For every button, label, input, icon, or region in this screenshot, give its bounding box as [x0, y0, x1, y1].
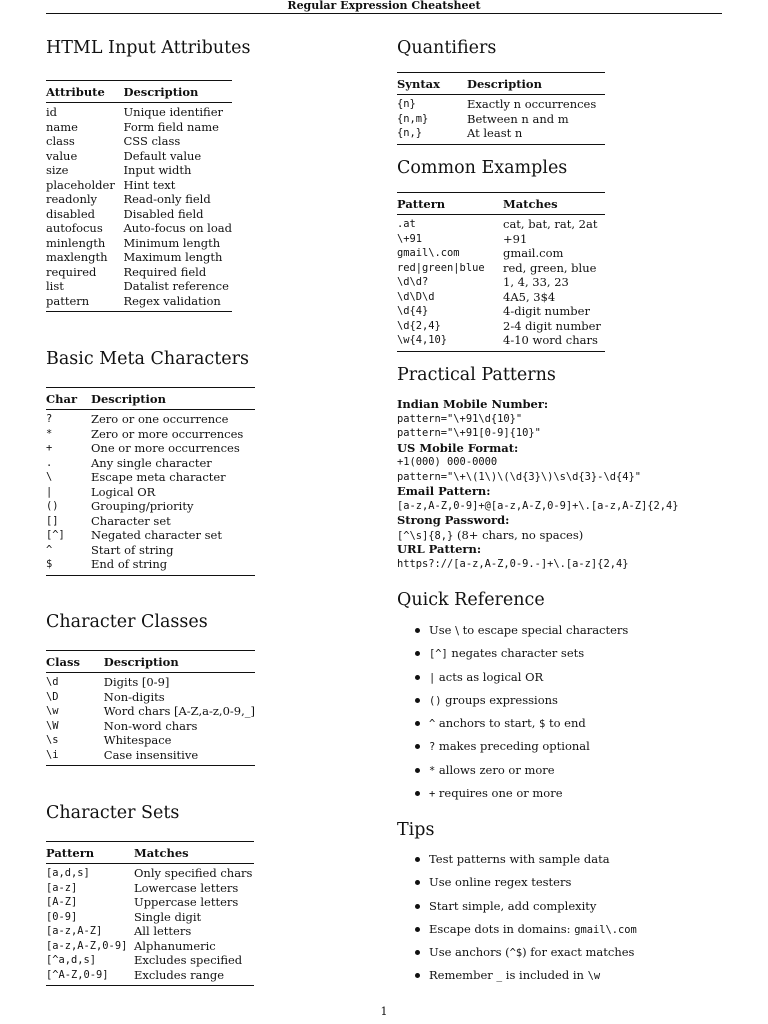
table-cell-key: \s — [46, 734, 59, 747]
table-cell-value: One or more occurrences — [91, 441, 240, 456]
table-row — [46, 557, 255, 575]
table-cell-value: CSS class — [123, 134, 181, 149]
section-title-quantifiers: Quantifiers — [397, 38, 497, 58]
table-cell-key: class — [46, 134, 75, 149]
list-item — [397, 716, 628, 739]
table-row — [46, 499, 255, 514]
list-item-text: * — [429, 764, 436, 777]
quick-reference-list — [397, 623, 628, 809]
table-cell-key: \d\d? — [397, 276, 429, 289]
table-cell-value: All letters — [134, 924, 192, 939]
table-cell-key: \W — [46, 719, 59, 732]
table-row — [46, 895, 254, 910]
table-cell-key: [a,d,s] — [46, 867, 90, 880]
list-item — [397, 623, 628, 646]
table-row — [46, 910, 254, 925]
list-item-text: Test patterns with sample data — [429, 852, 610, 866]
section-title-meta-characters: Basic Meta Characters — [46, 349, 249, 369]
table-cell-value: Excludes specified — [134, 953, 243, 968]
table-row — [46, 192, 232, 207]
table-row — [397, 215, 605, 232]
table-cell-key: name — [46, 119, 78, 134]
list-item — [397, 693, 628, 716]
table-row — [46, 690, 255, 705]
list-item-text: is included in — [502, 968, 588, 983]
list-item-text: [^] — [429, 648, 448, 661]
label-strong-password: Strong Password: — [397, 513, 510, 527]
section-title-html-attributes: HTML Input Attributes — [46, 38, 251, 58]
table-cell-value: Between n and m — [467, 111, 569, 126]
page-header-title: Regular Expression Cheatsheet — [287, 0, 481, 12]
table-cell-key: value — [46, 148, 78, 163]
table-row — [46, 924, 254, 939]
column-header: Pattern — [397, 193, 503, 215]
table-cell-key: red|green|blue — [397, 261, 485, 274]
table-cell-key: list — [46, 279, 64, 294]
table-cell-key: [^A-Z,0-9] — [46, 968, 109, 981]
table-row — [46, 485, 255, 500]
table-cell-key: disabled — [46, 206, 96, 221]
table-row — [46, 250, 232, 265]
table-cell-key: {n} — [397, 98, 416, 111]
code-indian-mobile-2: pattern="\+91[0-9]{10}" — [397, 427, 541, 439]
table-cell-key: * — [46, 427, 53, 440]
password-pattern-line — [397, 528, 737, 543]
table-cell-value: Uppercase letters — [134, 895, 239, 910]
column-header: Syntax — [397, 73, 467, 95]
table-cell-key: [A-Z] — [46, 896, 78, 909]
table-cell-value: Case insensitive — [103, 747, 199, 762]
list-item — [397, 852, 637, 875]
list-item-text: ) for exact matches — [522, 945, 635, 960]
table-cell-key: autofocus — [46, 221, 103, 236]
table-cell-key: . — [46, 456, 53, 469]
table-cell-value: Form field name — [123, 119, 219, 134]
table-cell-value: Non-digits — [103, 689, 165, 704]
table-cell-key: \d{4} — [397, 305, 429, 318]
table-cell-value: Character set — [91, 513, 171, 528]
code-strong-password: [^\s]{8,} — [397, 529, 454, 542]
table-cell-key: minlength — [46, 235, 106, 250]
table-cell-value: Single digit — [134, 909, 202, 924]
table-row — [46, 134, 232, 149]
list-item-text: ^$ — [509, 947, 523, 960]
note-strong-password: (8+ chars, no spaces) — [453, 527, 584, 542]
table-row — [397, 95, 605, 112]
table-meta-characters — [46, 387, 255, 576]
list-item-text: ? — [429, 741, 436, 754]
table-row — [46, 514, 255, 529]
table-row — [46, 410, 255, 427]
table-row — [46, 704, 255, 719]
table-cell-value: Hint text — [123, 177, 176, 192]
list-item-text: allows zero or more — [435, 762, 555, 777]
list-item-text: Use online regex testers — [429, 875, 572, 890]
table-cell-value: Whitespace — [103, 733, 172, 748]
table-row — [46, 881, 254, 896]
table-cell-key: [^] — [46, 529, 65, 542]
table-cell-value: Negated character set — [91, 528, 222, 543]
column-header: Matches — [503, 193, 605, 215]
table-cell-key: ^ — [46, 543, 53, 556]
table-row — [46, 178, 232, 193]
column-header: Pattern — [46, 842, 134, 864]
list-item-text: _ — [496, 968, 503, 983]
table-cell-key: $ — [46, 558, 53, 571]
practical-patterns-block — [397, 397, 737, 571]
table-cell-key: placeholder — [46, 177, 115, 192]
table-cell-value: Zero or one occurrence — [91, 412, 229, 427]
table-cell-key: readonly — [46, 192, 98, 207]
table-cell-key: [] — [46, 514, 59, 527]
table-cell-key: ? — [46, 413, 53, 426]
section-title-quick-reference: Quick Reference — [397, 590, 545, 610]
list-item — [397, 968, 637, 991]
table-cell-key: \ — [46, 471, 53, 484]
list-item-text: Start simple, add complexity — [429, 898, 597, 913]
table-row — [46, 221, 232, 236]
table-cell-value: 4-10 word chars — [503, 333, 598, 348]
table-cell-value: 2-4 digit number — [503, 318, 601, 333]
code-us-mobile-format: +1(000) 000-0000 — [397, 456, 498, 468]
table-cell-value: At least n — [467, 126, 523, 141]
table-cell-key: + — [46, 442, 53, 455]
table-cell-key: .at — [397, 218, 416, 231]
table-cell-value: Escape meta character — [91, 470, 226, 485]
table-row — [397, 126, 605, 144]
table-row — [397, 261, 605, 276]
table-cell-value: Only specified chars — [134, 866, 253, 881]
list-item-text: Escape dots in domains: — [429, 921, 575, 936]
column-header: Description — [123, 81, 232, 103]
table-row — [397, 304, 605, 319]
table-cell-key: required — [46, 264, 97, 279]
table-row — [46, 528, 255, 543]
table-cell-key: size — [46, 163, 69, 178]
table-cell-value: Auto-focus on load — [123, 221, 232, 236]
list-item — [397, 763, 628, 786]
table-cell-key: \i — [46, 748, 59, 761]
column-header: Matches — [134, 842, 254, 864]
table-cell-value: Exactly n occurrences — [467, 97, 597, 112]
table-cell-key: {n,m} — [397, 112, 429, 125]
table-row — [46, 673, 255, 690]
list-item-text: \w — [587, 970, 601, 983]
section-title-practical-patterns: Practical Patterns — [397, 365, 556, 385]
table-character-sets — [46, 841, 254, 986]
table-cell-key: \d{2,4} — [397, 319, 441, 332]
table-cell-key: \D — [46, 690, 59, 703]
table-row — [397, 333, 605, 351]
table-cell-key: [0-9] — [46, 910, 78, 923]
table-cell-value: Disabled field — [123, 206, 204, 221]
list-item-text: makes preceding optional — [435, 739, 590, 754]
column-header: Char — [46, 388, 91, 410]
list-item-text: + — [429, 788, 436, 801]
table-cell-value: Datalist reference — [123, 279, 229, 294]
list-item-text: () — [429, 694, 442, 707]
list-item-text: | — [429, 671, 436, 684]
page-header — [46, 0, 722, 14]
table-cell-key: gmail\.com — [397, 247, 460, 260]
table-row — [46, 733, 255, 748]
table-row — [46, 864, 254, 881]
table-cell-key: | — [46, 485, 53, 498]
table-row — [46, 427, 255, 442]
table-row — [46, 719, 255, 734]
table-row — [46, 441, 255, 456]
table-row — [46, 236, 232, 251]
table-cell-value: Default value — [123, 148, 202, 163]
list-item-text: acts as logical OR — [435, 669, 544, 684]
table-row — [46, 953, 254, 968]
table-cell-value: Maximum length — [123, 250, 223, 265]
table-row — [46, 120, 232, 135]
table-row — [397, 319, 605, 334]
list-item-text: to escape special characters — [458, 623, 629, 637]
column-header: Class — [46, 651, 104, 673]
code-us-mobile-pattern: pattern="\+\(1\)\(\d{3}\)\s\d{3}-\d{4}" — [397, 470, 641, 483]
table-cell-value: Unique identifier — [123, 105, 223, 120]
list-item-text: Use anchors ( — [429, 945, 510, 960]
table-character-classes — [46, 650, 255, 766]
section-title-character-sets: Character Sets — [46, 803, 180, 823]
table-row — [46, 294, 232, 312]
column-header: Attribute — [46, 81, 123, 103]
table-cell-value: gmail.com — [503, 246, 564, 261]
table-cell-value: Digits [0-9] — [103, 675, 170, 690]
table-html-attributes — [46, 80, 232, 312]
list-item — [397, 739, 628, 762]
list-item — [397, 670, 628, 693]
table-cell-key: \d — [46, 676, 59, 689]
table-row — [46, 103, 232, 120]
code-url-pattern: https?://[a-z,A-Z,0-9.-]+\.[a-z]{2,4} — [397, 557, 629, 570]
table-row — [46, 163, 232, 178]
list-item-text: negates character sets — [447, 646, 585, 661]
table-cell-value: Logical OR — [91, 484, 156, 499]
table-common-examples — [397, 192, 605, 352]
label-url-pattern: URL Pattern: — [397, 542, 482, 556]
tips-list — [397, 852, 637, 992]
table-cell-value: Regex validation — [123, 293, 221, 308]
table-cell-key: pattern — [46, 293, 90, 308]
list-item-text: Remember — [429, 968, 497, 983]
table-cell-key: maxlength — [46, 250, 108, 265]
table-row — [46, 279, 232, 294]
table-cell-key: [a-z,A-Z] — [46, 925, 103, 938]
table-cell-value: Excludes range — [134, 967, 225, 982]
table-row — [46, 265, 232, 280]
list-item-text: Use — [429, 623, 456, 637]
list-item-text: gmail\.com — [574, 923, 637, 936]
label-indian-mobile: Indian Mobile Number: — [397, 397, 549, 411]
table-cell-key: \w{4,10} — [397, 334, 448, 347]
table-row — [397, 112, 605, 127]
table-row — [46, 748, 255, 766]
table-cell-value: Input width — [123, 163, 192, 178]
list-item-text: requires one or more — [435, 786, 563, 801]
section-title-character-classes: Character Classes — [46, 612, 208, 632]
table-cell-value: cat, bat, rat, 2at — [503, 217, 598, 232]
column-header: Description — [91, 388, 255, 410]
code-email-pattern: [a-z,A-Z,0-9]+@[a-z,A-Z,0-9]+\.[a-z,A-Z]{2,4} — [397, 499, 679, 512]
table-cell-value: Minimum length — [123, 235, 221, 250]
table-cell-value: 4-digit number — [503, 304, 590, 319]
table-cell-value: Any single character — [91, 455, 212, 470]
list-item-text: $ — [539, 718, 546, 731]
table-cell-value: Start of string — [91, 542, 174, 557]
table-row — [397, 232, 605, 247]
table-row — [46, 543, 255, 558]
table-cell-key: {n,} — [397, 127, 423, 140]
list-item — [397, 899, 637, 922]
table-cell-value: Lowercase letters — [134, 880, 239, 895]
table-cell-value: Alphanumeric — [134, 938, 216, 953]
list-item — [397, 945, 637, 968]
table-cell-value: Non-word chars — [103, 718, 198, 733]
table-cell-key: id — [46, 105, 58, 120]
table-cell-key: \w — [46, 705, 59, 718]
table-cell-value: red, green, blue — [503, 260, 597, 275]
table-cell-value: End of string — [91, 557, 168, 572]
table-row — [46, 470, 255, 485]
table-row — [46, 939, 254, 954]
section-title-common-examples: Common Examples — [397, 158, 568, 178]
table-cell-key: () — [46, 500, 59, 513]
list-item-text: ^ — [429, 718, 436, 731]
section-title-tips: Tips — [397, 820, 435, 840]
list-item-text: to end — [545, 716, 586, 731]
table-row — [46, 149, 232, 164]
table-cell-value: Word chars [A-Z,a-z,0-9,_] — [103, 704, 255, 719]
code-indian-mobile-1: pattern="\+91\d{10}" — [397, 412, 523, 425]
column-header: Description — [104, 651, 255, 673]
table-cell-value: Required field — [123, 264, 207, 279]
table-quantifiers — [397, 72, 605, 145]
list-item — [397, 786, 628, 809]
table-cell-value: Read-only field — [123, 192, 211, 207]
page-number: 1 — [380, 1005, 388, 1018]
table-cell-value: 1, 4, 33, 23 — [503, 275, 569, 290]
table-cell-value: Grouping/priority — [91, 499, 194, 514]
table-cell-value: +91 — [503, 231, 528, 246]
list-item-text: groups expressions — [441, 692, 558, 707]
table-row — [397, 275, 605, 290]
list-item-text: \ — [455, 623, 459, 637]
table-cell-key: [a-z] — [46, 881, 78, 894]
label-email-pattern: Email Pattern: — [397, 484, 491, 498]
table-cell-key: [^a,d,s] — [46, 954, 97, 967]
list-item — [397, 875, 637, 898]
label-us-mobile: US Mobile Format: — [397, 440, 519, 455]
table-cell-key: \+91 — [397, 232, 423, 245]
table-row — [397, 246, 605, 261]
table-row — [46, 456, 255, 471]
table-cell-value: Zero or more occurrences — [91, 426, 244, 441]
list-item-text: anchors to start, — [435, 716, 540, 731]
table-row — [46, 968, 254, 986]
column-header: Description — [467, 73, 605, 95]
table-cell-key: \d\D\d — [397, 290, 435, 303]
list-item — [397, 922, 637, 945]
table-cell-value: 4A5, 3$4 — [503, 289, 556, 304]
table-cell-key: [a-z,A-Z,0-9] — [46, 939, 128, 952]
table-row — [46, 207, 232, 222]
list-item — [397, 646, 628, 669]
table-row — [397, 290, 605, 305]
